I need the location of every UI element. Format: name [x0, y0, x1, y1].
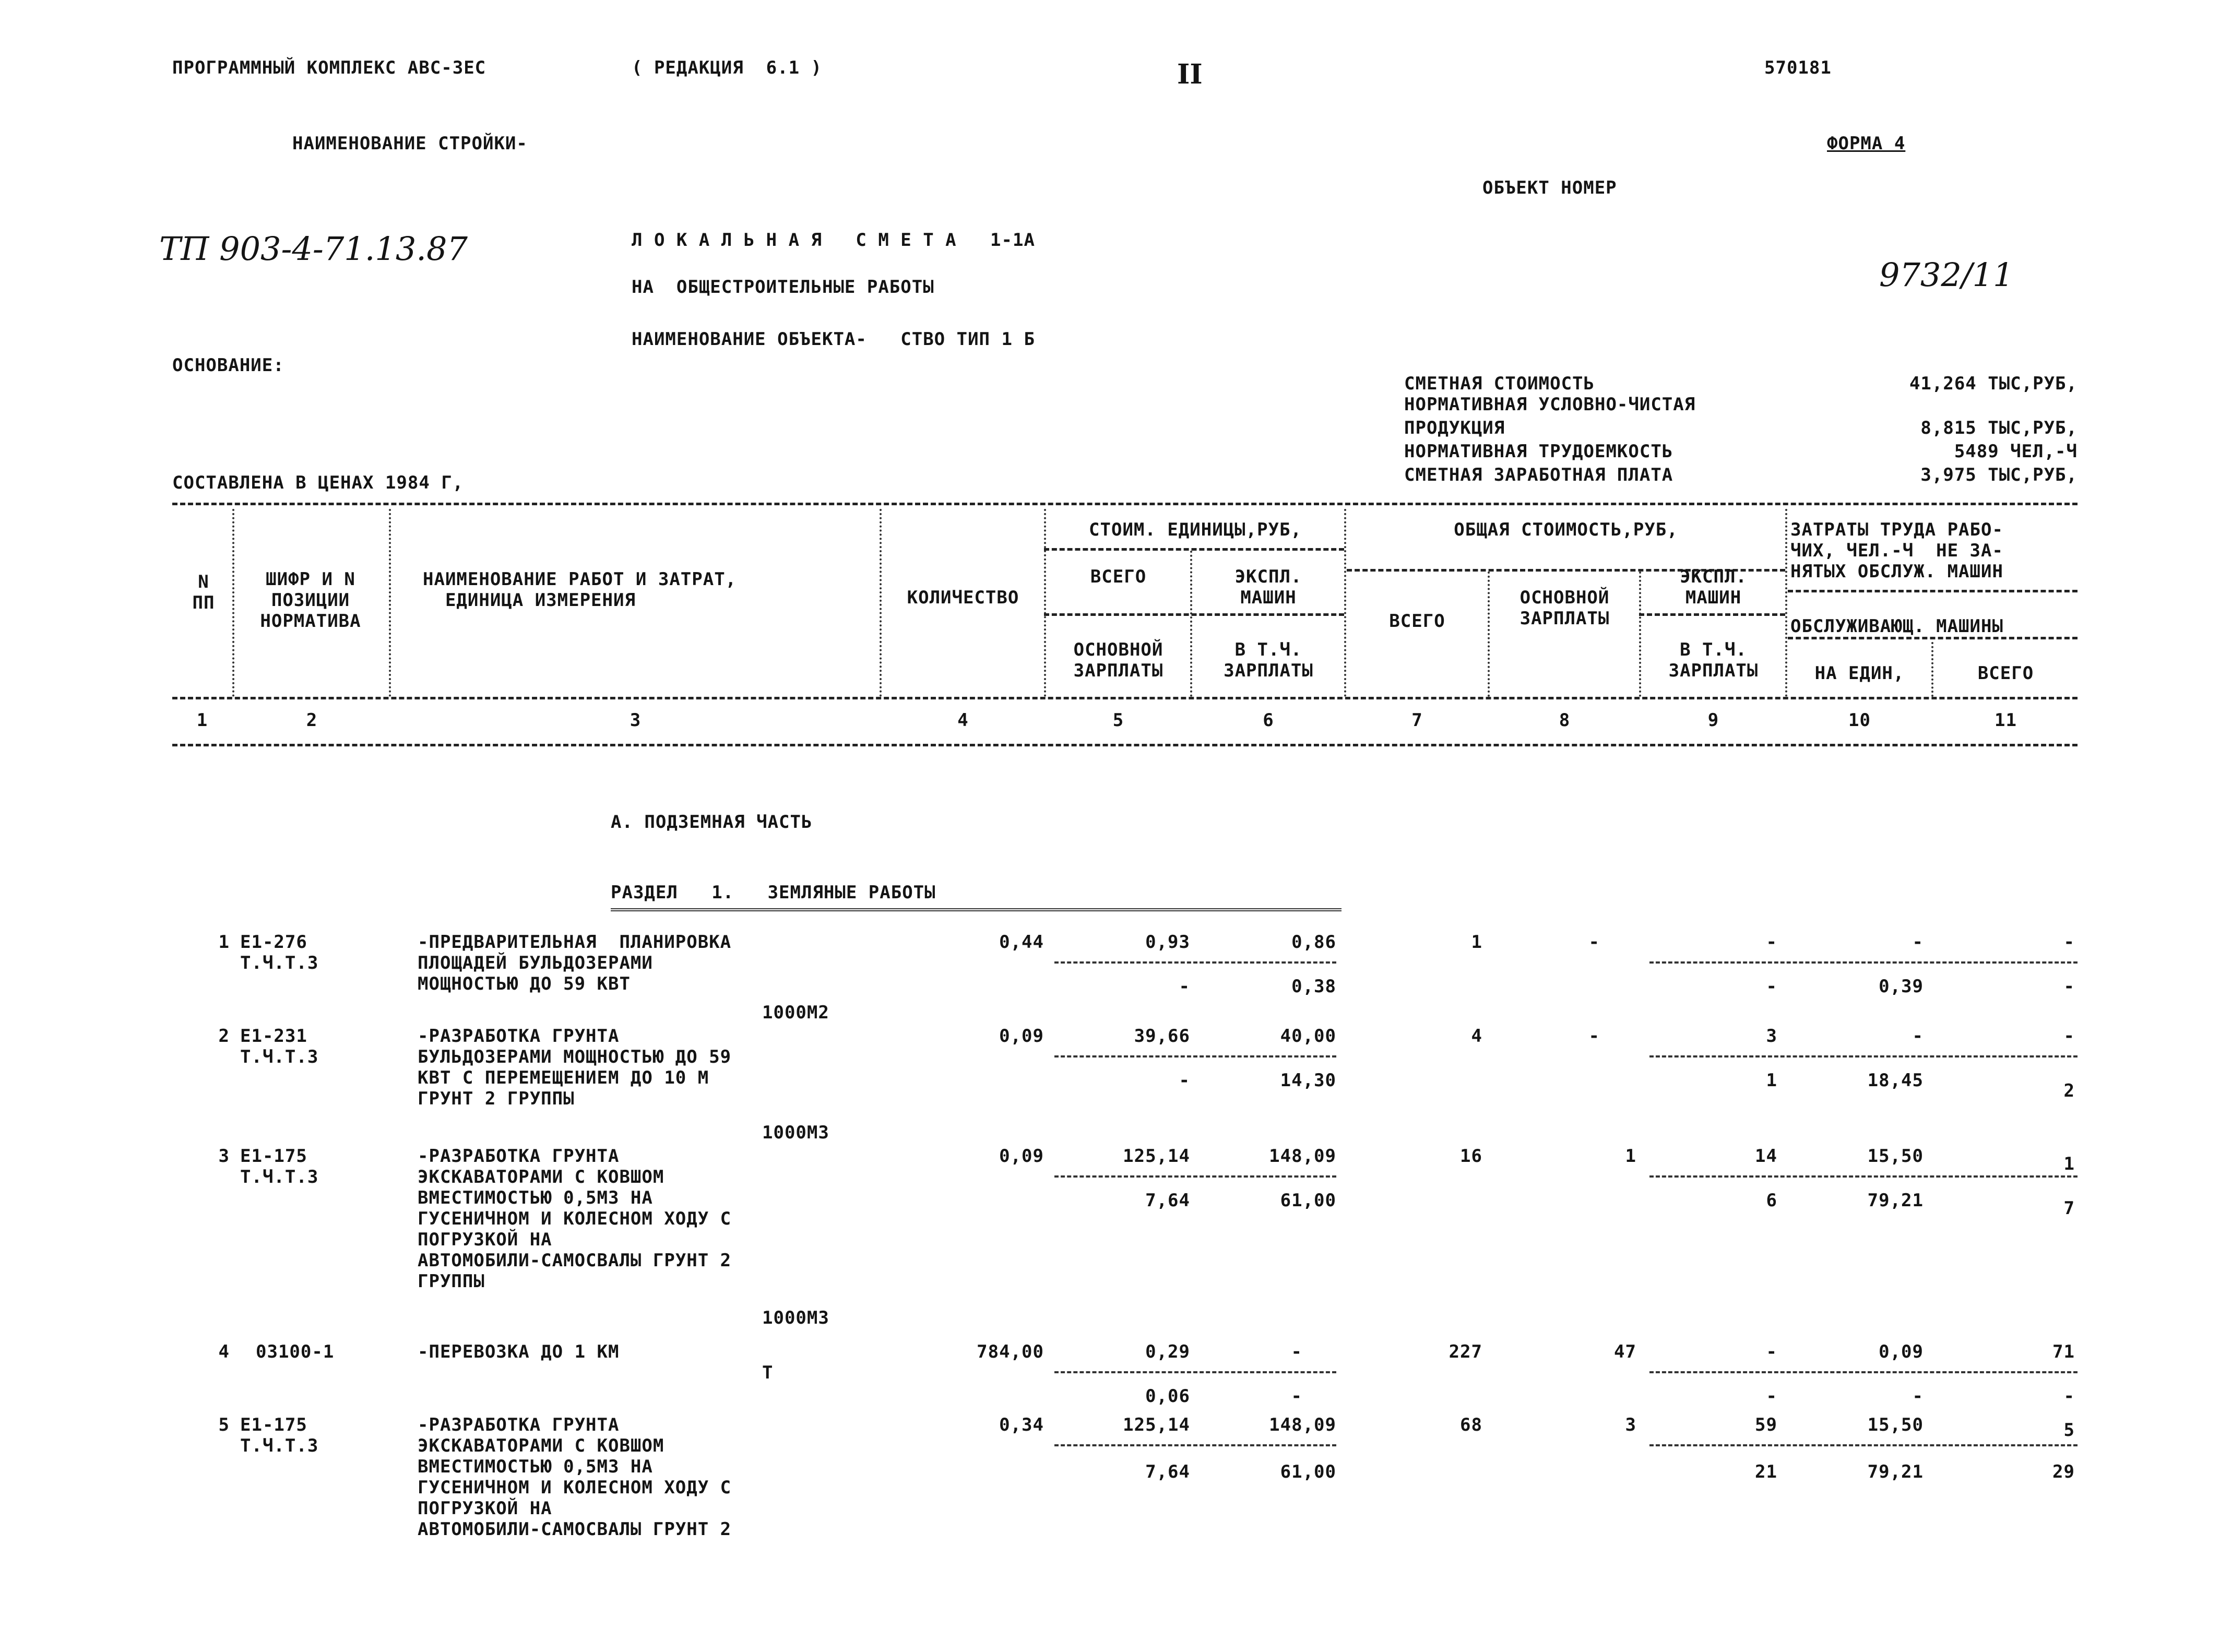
row-quantity: 0,09: [999, 1146, 1044, 1167]
row-total-machine-wages: 21: [1755, 1461, 1777, 1482]
row-labor-machines-per-unit: -: [1912, 1386, 1924, 1407]
row-unit-machine-wages: 14,30: [1280, 1070, 1336, 1091]
cell-divider: [1054, 1371, 1336, 1373]
row-total-machines: 3: [1766, 1026, 1777, 1047]
row-code: Е1-175 Т.Ч.Т.3: [240, 1415, 319, 1456]
row-unit-total: 39,66: [1134, 1026, 1190, 1047]
row-name: -РАЗРАБОТКА ГРУНТА ЭКСКАВАТОРАМИ С КОВШОМ ВМЕСТИМОСТЬЮ 0,5М3 НА ГУСЕНИЧНОМ И КОЛЕСНОМ ХОДУ С ПОГРУЗКОЙ НА АВТОМОБИЛИ-САМОСВАЛЫ ГРУНТ 2: [418, 1415, 732, 1540]
col-header-total-machines: ЭКСПЛ. МАШИН: [1680, 566, 1747, 608]
summary-label: ПРОДУКЦИЯ: [1404, 418, 1505, 438]
row-number: 1: [218, 932, 230, 953]
program-name: ПРОГРАММНЫЙ КОМПЛЕКС АВС-ЗЕС: [172, 57, 486, 78]
column-number: 3: [630, 710, 642, 731]
row-unit-wages: -: [1179, 976, 1190, 997]
col-header-labor-per-unit: НА ЕДИН,: [1814, 663, 1905, 684]
column-divider: [1044, 509, 1046, 697]
row-total: 16: [1460, 1146, 1482, 1167]
subheader-rule: [1788, 590, 2077, 592]
col-header-total: ВСЕГО: [1389, 611, 1445, 632]
row-labor-machines-per-unit: 0,39: [1879, 976, 1924, 997]
row-total: 1: [1471, 932, 1482, 953]
column-number: 2: [306, 710, 318, 731]
column-divider: [1190, 551, 1192, 697]
column-divider: [1639, 572, 1641, 697]
row-code: Е1-175 Т.Ч.Т.3: [240, 1146, 319, 1187]
row-total-wages: 1: [1625, 1146, 1636, 1167]
summary-value: 8,815 ТЫС,РУБ,: [1920, 418, 2077, 438]
row-labor-per-unit: -: [1912, 1026, 1924, 1047]
row-code: 03100-1: [256, 1341, 335, 1362]
cell-divider: [1649, 1055, 2077, 1057]
row-labor-machines-per-unit: 18,45: [1867, 1070, 1924, 1091]
estimate-subtitle: НА ОБЩЕСТРОИТЕЛЬНЫЕ РАБОТЫ: [632, 277, 934, 298]
row-labor-per-unit: 15,50: [1867, 1415, 1924, 1435]
estimate-title: Л О К А Л Ь Н А Я С М Е Т А 1-1А: [632, 230, 1035, 251]
column-number: 5: [1112, 710, 1124, 731]
row-labor-machines-total: 7: [2063, 1198, 2075, 1219]
column-divider: [232, 509, 234, 697]
col-header-unit-machine-wages: В Т.Ч. ЗАРПЛАТЫ: [1224, 639, 1313, 681]
subheader-rule: [1044, 613, 1344, 616]
object-number-label: ОБЪЕКТ НОМЕР: [1482, 177, 1617, 198]
col-header-total-machine-wages: В Т.Ч. ЗАРПЛАТЫ: [1668, 639, 1759, 681]
row-unit-machine-wages: 0,38: [1291, 976, 1336, 997]
row-total-machine-wages: -: [1766, 1386, 1777, 1407]
cell-divider: [1649, 1371, 2077, 1373]
col-header-name: НАИМЕНОВАНИЕ РАБОТ И ЗАТРАТ, ЕДИНИЦА ИЗМЕРЕНИЯ: [423, 569, 737, 611]
summary-label: НОРМАТИВНАЯ ТРУДОЕМКОСТЬ: [1404, 441, 1673, 462]
row-total-machines: -: [1766, 1341, 1777, 1362]
row-total-machines: 14: [1755, 1146, 1777, 1167]
col-header-unit-total: ВСЕГО: [1090, 566, 1147, 587]
column-number: 4: [957, 710, 969, 731]
row-quantity: 0,34: [999, 1415, 1044, 1435]
column-number: 9: [1707, 710, 1719, 731]
row-unit-machines: -: [1291, 1341, 1302, 1362]
col-group-total-cost: ОБЩАЯ СТОИМОСТЬ,РУБ,: [1454, 519, 1678, 540]
col-header-unit-wages: ОСНОВНОЙ ЗАРПЛАТЫ: [1073, 639, 1164, 681]
row-name: -РАЗРАБОТКА ГРУНТА БУЛЬДОЗЕРАМИ МОЩНОСТЬЮ ДО 59 КВТ С ПЕРЕМЕЩЕНИЕМ ДО 10 М ГРУНТ 2 ГРУППЫ: [418, 1026, 732, 1109]
col-header-total-wages: ОСНОВНОЙ ЗАРПЛАТЫ: [1519, 587, 1610, 629]
row-labor-total: 71: [2052, 1341, 2075, 1362]
row-total: 4: [1471, 1026, 1482, 1047]
row-unit-machines: 0,86: [1291, 932, 1336, 953]
column-number: 1: [196, 710, 208, 731]
row-labor-machines-total: -: [2063, 1386, 2075, 1407]
col-header-labor-total: ВСЕГО: [1977, 663, 2034, 684]
row-labor-total: 1: [2063, 1154, 2075, 1174]
row-unit-total: 125,14: [1123, 1415, 1190, 1435]
handwritten-archive-number: 9732/11: [1879, 256, 2014, 294]
header-rule: [172, 697, 2077, 699]
row-number: 3: [218, 1146, 230, 1167]
price-level: СОСТАВЛЕНА В ЦЕНАХ 1984 Г,: [172, 472, 464, 493]
row-unit-total: 0,93: [1145, 932, 1190, 953]
summary-value: 41,264 ТЫС,РУБ,: [1909, 373, 2077, 394]
row-quantity: 0,09: [999, 1026, 1044, 1047]
row-labor-total: 5: [2063, 1420, 2075, 1441]
section-underline: [611, 908, 1342, 911]
form-label: ФОРМА 4: [1827, 133, 1906, 154]
summary-label: СМЕТНАЯ СТОИМОСТЬ: [1404, 373, 1595, 394]
row-unit-machine-wages: -: [1291, 1386, 1302, 1407]
row-total-machine-wages: 6: [1766, 1190, 1777, 1211]
row-quantity: 0,44: [999, 932, 1044, 953]
document-code: 570181: [1764, 57, 1832, 78]
row-total-machine-wages: 1: [1766, 1070, 1777, 1091]
col-header-code: ШИФР И N ПОЗИЦИИ НОРМАТИВА: [260, 569, 361, 632]
construction-name-label: НАИМЕНОВАНИЕ СТРОЙКИ-: [292, 133, 528, 154]
column-divider: [1931, 642, 1933, 697]
row-unit-wages: 7,64: [1145, 1190, 1190, 1211]
col-group-unit-cost: СТОИМ. ЕДИНИЦЫ,РУБ,: [1089, 519, 1302, 540]
row-labor-machines-per-unit: 79,21: [1867, 1461, 1924, 1482]
column-divider: [389, 509, 391, 697]
row-total-machine-wages: -: [1766, 976, 1777, 997]
row-unit: 1000М2: [762, 1002, 829, 1023]
column-number: 7: [1411, 710, 1423, 731]
cell-divider: [1054, 1444, 1336, 1446]
row-total-machines: -: [1766, 932, 1777, 953]
row-number: 5: [218, 1415, 230, 1435]
row-labor-total: -: [2063, 932, 2075, 953]
subheader-rule: [1639, 613, 1785, 616]
object-name: НАИМЕНОВАНИЕ ОБЪЕКТА- СТВО ТИП 1 Б: [632, 329, 1035, 350]
row-total: 68: [1460, 1415, 1482, 1435]
row-unit-machine-wages: 61,00: [1280, 1190, 1336, 1211]
row-unit-wages: 0,06: [1145, 1386, 1190, 1407]
row-unit-machine-wages: 61,00: [1280, 1461, 1336, 1482]
row-total-wages: -: [1588, 1026, 1600, 1047]
row-number: 4: [218, 1341, 230, 1362]
row-unit-machines: 148,09: [1269, 1146, 1336, 1167]
column-number: 11: [1995, 710, 2017, 731]
row-labor-machines-total: 29: [2052, 1461, 2075, 1482]
row-code: Е1-276 Т.Ч.Т.3: [240, 932, 319, 973]
col-header-unit-machines: ЭКСПЛ. МАШИН: [1234, 566, 1302, 608]
summary-value: 3,975 ТЫС,РУБ,: [1920, 465, 2077, 485]
handwritten-project-code: ТП 903-4-71.13.87: [159, 230, 468, 268]
part-heading: А. ПОДЗЕМНАЯ ЧАСТЬ: [611, 812, 813, 833]
row-total-machines: 59: [1755, 1415, 1777, 1435]
row-name: -РАЗРАБОТКА ГРУНТА ЭКСКАВАТОРАМИ С КОВШОМ ВМЕСТИМОСТЬЮ 0,5М3 НА ГУСЕНИЧНОМ И КОЛЕСНОМ ХОДУ С ПОГРУЗКОЙ НА АВТОМОБИЛИ-САМОСВАЛЫ ГРУНТ 2 ГРУППЫ: [418, 1146, 732, 1292]
row-unit-total: 125,14: [1123, 1146, 1190, 1167]
row-unit-total: 0,29: [1145, 1341, 1190, 1362]
section-heading: РАЗДЕЛ 1. ЗЕМЛЯНЫЕ РАБОТЫ: [611, 882, 936, 903]
row-name: -ПЕРЕВОЗКА ДО 1 КМ: [418, 1341, 620, 1362]
row-unit: 1000М3: [762, 1308, 829, 1328]
cell-divider: [1054, 961, 1336, 964]
row-quantity: 784,00: [977, 1341, 1044, 1362]
column-divider: [1488, 572, 1490, 697]
row-unit-wages: -: [1179, 1070, 1190, 1091]
column-number: 10: [1848, 710, 1871, 731]
cell-divider: [1054, 1175, 1336, 1178]
edition: ( РЕДАКЦИЯ 6.1 ): [632, 57, 822, 78]
subheader-rule: [1044, 548, 1344, 551]
row-labor-per-unit: 0,09: [1879, 1341, 1924, 1362]
row-unit-machines: 40,00: [1280, 1026, 1336, 1047]
summary-label: НОРМАТИВНАЯ УСЛОВНО-ЧИСТАЯ: [1404, 394, 1696, 415]
row-labor-machines-per-unit: 79,21: [1867, 1190, 1924, 1211]
column-divider: [1785, 509, 1787, 697]
header-bottom-rule: [172, 744, 2077, 746]
row-labor-per-unit: -: [1912, 932, 1924, 953]
cell-divider: [1649, 961, 2077, 964]
row-total-wages: 3: [1625, 1415, 1636, 1435]
column-divider: [1344, 509, 1346, 697]
row-labor-machines-total: -: [2063, 976, 2075, 997]
col-group-labor: ЗАТРАТЫ ТРУДА РАБО- ЧИХ, ЧЕЛ.-Ч НЕ ЗА- НЯТЫХ ОБСЛУЖ. МАШИН: [1790, 519, 2003, 582]
summary-value: 5489 ЧЕЛ,-Ч: [1954, 441, 2077, 462]
row-unit-wages: 7,64: [1145, 1461, 1190, 1482]
row-unit: Т: [762, 1362, 774, 1383]
subheader-rule: [1788, 637, 2077, 639]
page-number: II: [1177, 58, 1203, 90]
column-divider: [880, 509, 882, 697]
cell-divider: [1649, 1444, 2077, 1446]
col-header-quantity: КОЛИЧЕСТВО: [907, 587, 1019, 608]
row-unit-machines: 148,09: [1269, 1415, 1336, 1435]
column-number: 6: [1263, 710, 1274, 731]
row-total-wages: -: [1588, 932, 1600, 953]
row-total-wages: 47: [1614, 1341, 1636, 1362]
row-unit: 1000М3: [762, 1122, 829, 1143]
header-top-rule: [172, 503, 2077, 505]
cell-divider: [1649, 1175, 2077, 1178]
row-code: Е1-231 Т.Ч.Т.3: [240, 1026, 319, 1067]
column-number: 8: [1559, 710, 1571, 731]
col-header-n: N ПП: [192, 572, 215, 613]
cell-divider: [1054, 1055, 1336, 1057]
row-labor-total: -: [2063, 1026, 2075, 1047]
row-number: 2: [218, 1026, 230, 1047]
row-name: -ПРЕДВАРИТЕЛЬНАЯ ПЛАНИРОВКА ПЛОЩАДЕЙ БУЛЬДОЗЕРАМИ МОЩНОСТЬЮ ДО 59 КВТ: [418, 932, 732, 994]
summary-label: СМЕТНАЯ ЗАРАБОТНАЯ ПЛАТА: [1404, 465, 1673, 485]
row-total: 227: [1449, 1341, 1482, 1362]
col-group-labor-machines: ОБСЛУЖИВАЮЩ. МАШИНЫ: [1790, 616, 2003, 637]
basis-label: ОСНОВАНИЕ:: [172, 355, 284, 376]
row-labor-machines-total: 2: [2063, 1080, 2075, 1101]
row-labor-per-unit: 15,50: [1867, 1146, 1924, 1167]
